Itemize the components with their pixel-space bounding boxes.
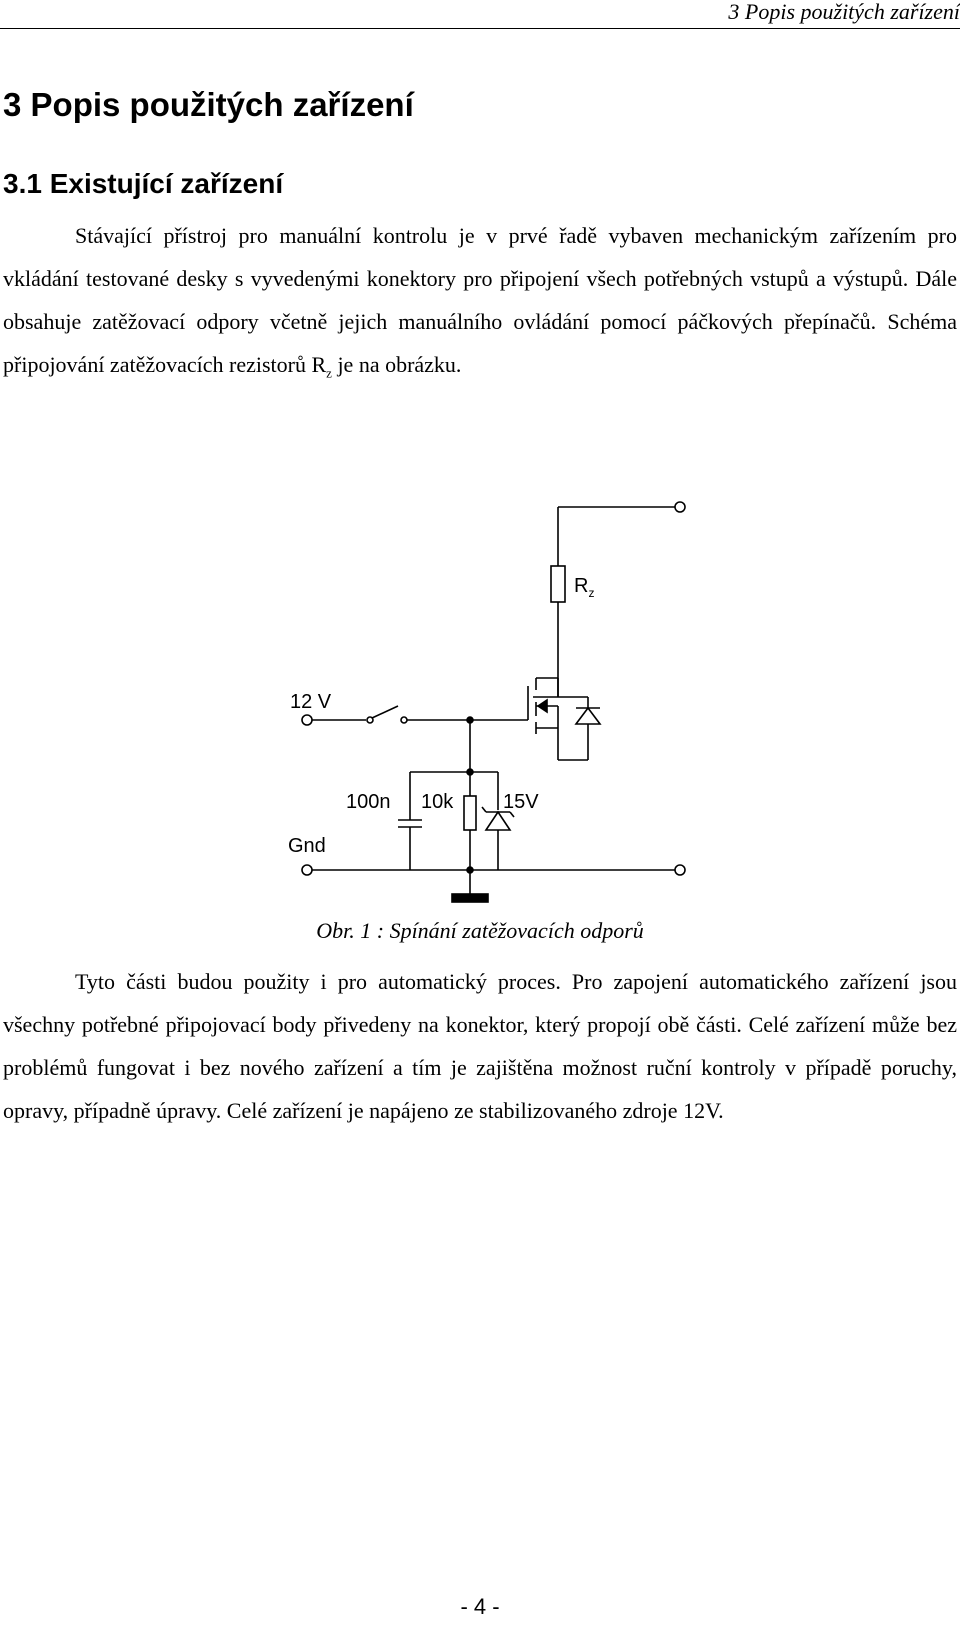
- rz-label-sub: z: [588, 586, 595, 600]
- running-header-title: 3 Popis použitých zařízení: [728, 0, 960, 24]
- running-header: [0, 0, 960, 29]
- body-diode-symbol: [576, 708, 600, 724]
- mosfet-symbol: [470, 678, 588, 760]
- zener-label: 15V: [503, 791, 539, 813]
- figure-caption: Obr. 1 : Spínání zatěžovacích odporů: [316, 918, 644, 943]
- ground-rail: [302, 865, 685, 902]
- intro-subscript: z: [326, 365, 332, 381]
- gate-network: [398, 720, 514, 870]
- chapter-heading: 3 Popis použitých zařízení: [3, 86, 414, 123]
- rz-label: [574, 575, 594, 600]
- rz-label-main: R: [574, 575, 589, 597]
- intro-text-a: Stávající přístroj pro manuální kontrolu je v prvé řadě vybaven mechanickým zařízením pro vkládání testované desky s vyvedenými konektory pro připojení všech potřebných vstupů a výstupů. Dále obsahuje zatěžovací odpory včetně jejich manuálního ovládání pomocí páčkových přepínačů. Schéma připojování zatěžovacích rezistorů R: [3, 223, 957, 377]
- intro-text-b: je na obrázku.: [331, 352, 462, 377]
- resistor-10k-label: 10k: [421, 791, 454, 813]
- page-number: - 4 -: [460, 1594, 500, 1619]
- load-switching-schematic: [270, 480, 710, 920]
- body-paragraph: Tyto části budou použity i pro automatický proces. Pro zapojení automatického zařízení jsou všechny potřebné připojovací body přivedeny na konektor, který propojí obě části. Celé zařízení může bez problémů fungovat i bez nového zařízení a tím je zajištěna možnost ruční kontroly v případě poruchy, opravy, případně úpravy. Celé zařízení je napájeno ze stabilizovaného zdroje 12V.: [3, 969, 957, 1123]
- gnd-label: Gnd: [288, 835, 326, 857]
- section-heading: 3.1 Existující zařízení: [3, 168, 284, 199]
- capacitor-label: 100n: [346, 791, 391, 813]
- top-wire: [558, 502, 685, 566]
- supply-12v-label: 12 V: [290, 691, 332, 713]
- intro-paragraph: [3, 214, 957, 394]
